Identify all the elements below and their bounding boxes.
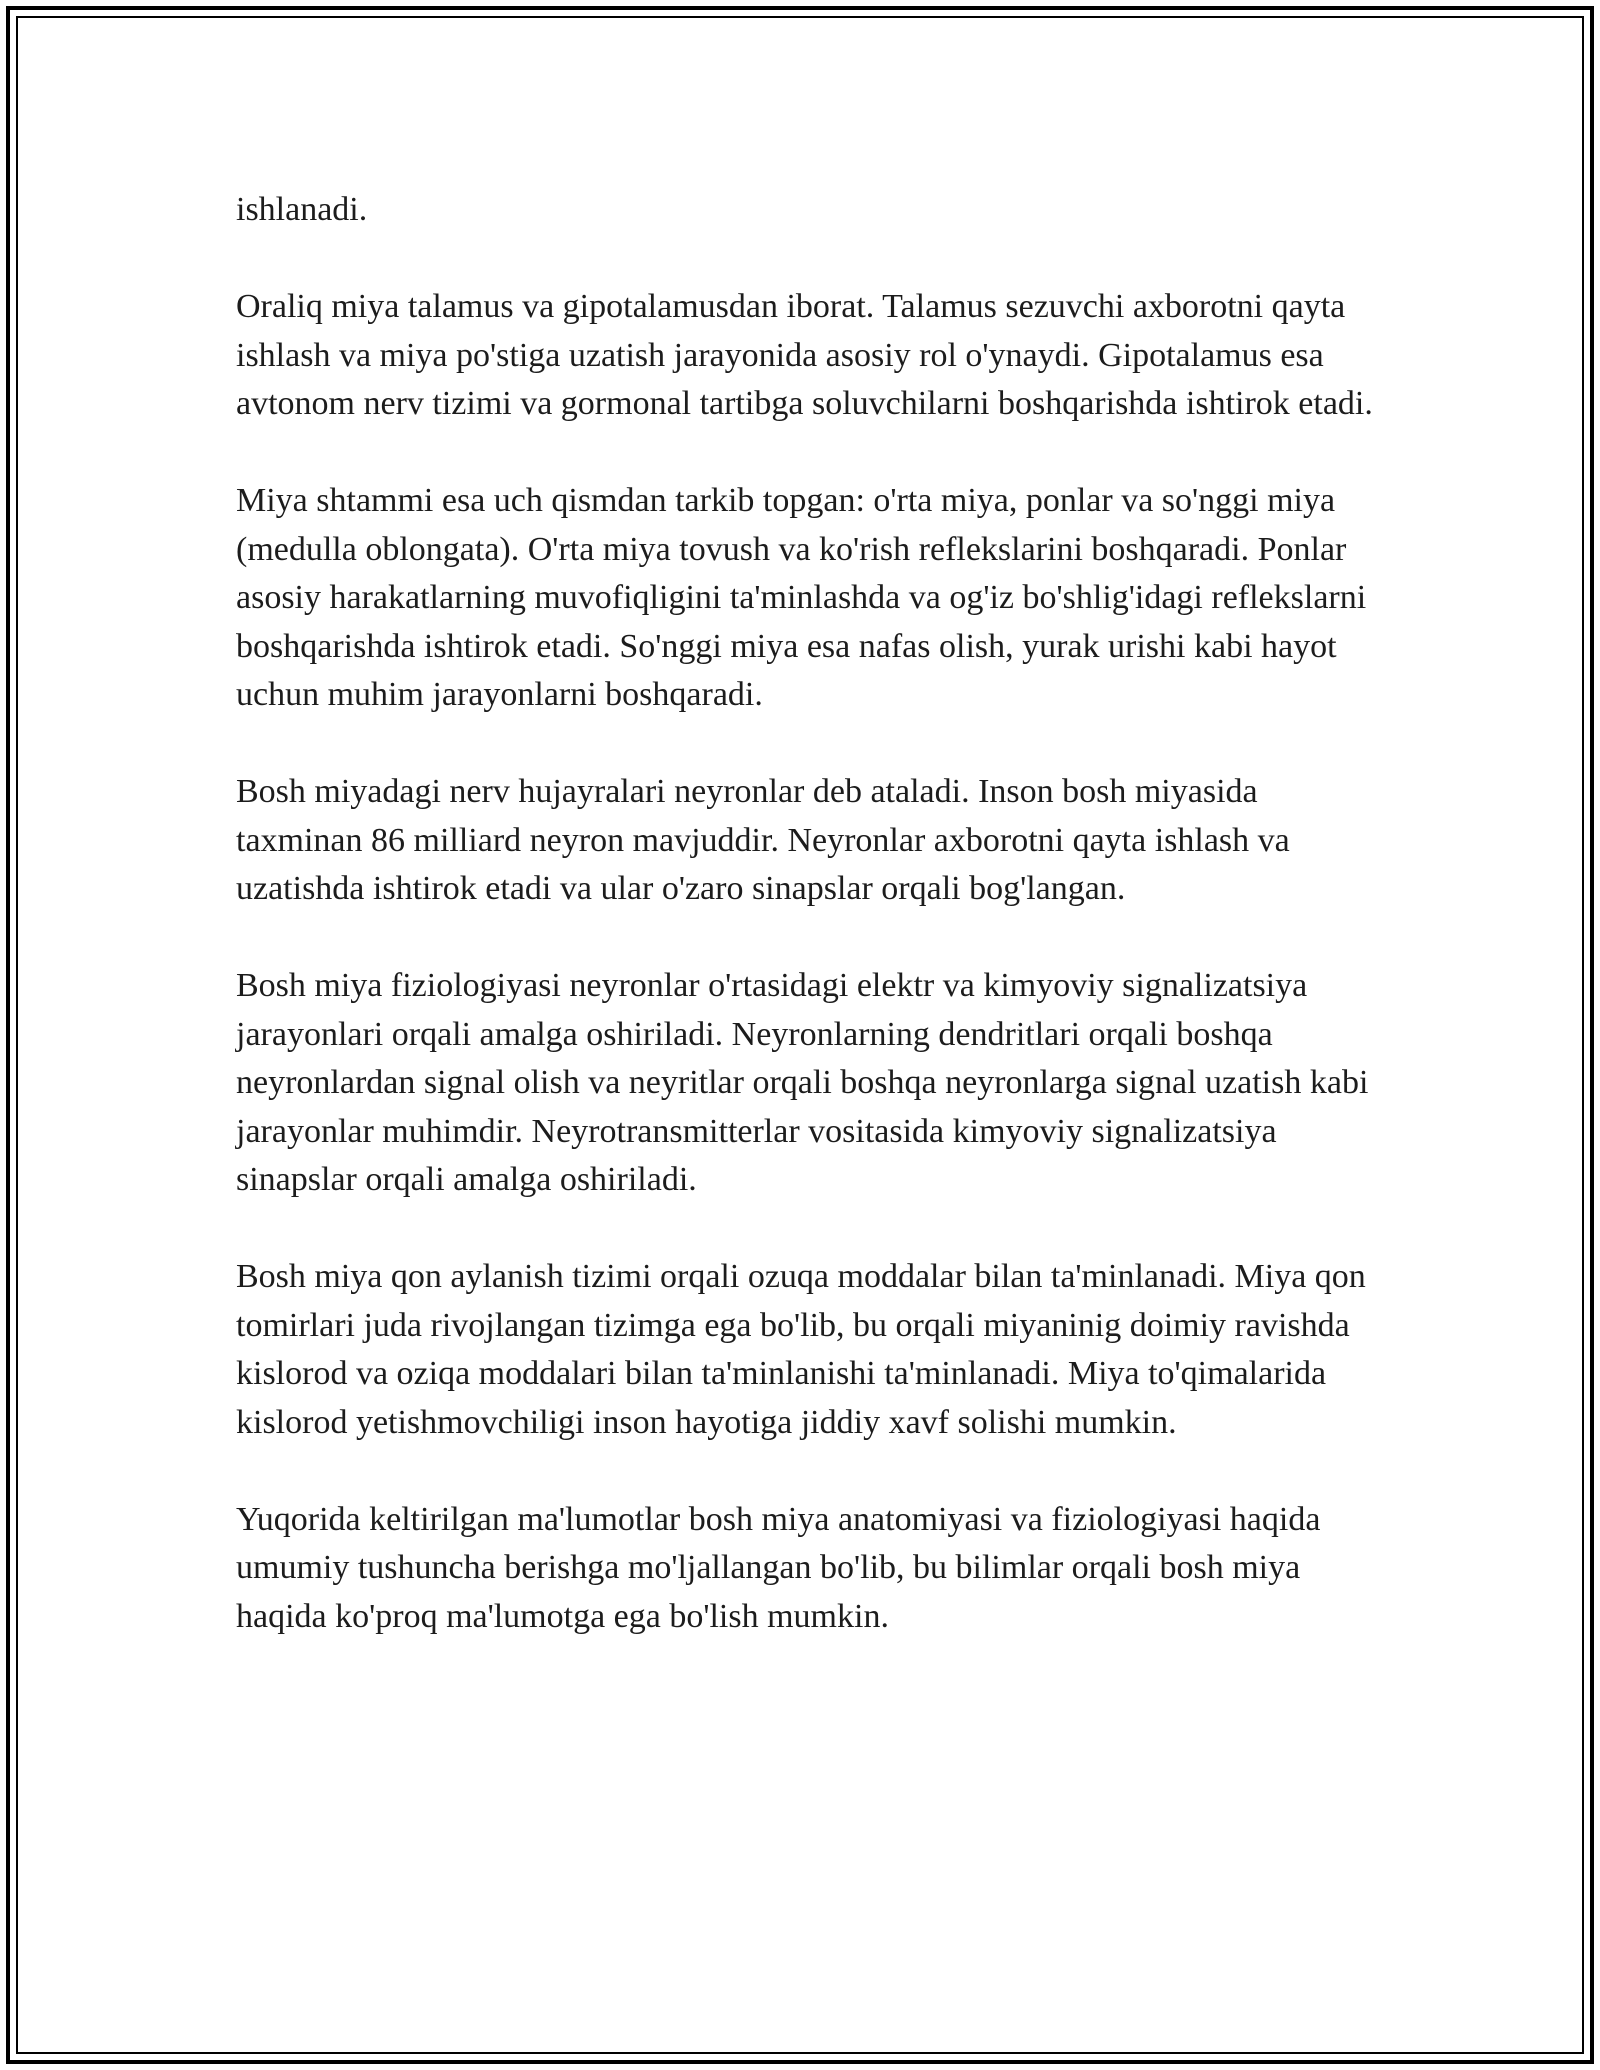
- paragraph-diencephalon: Oraliq miya talamus va gipotalamusdan iborat. Talamus sezuvchi axborotni qayta ishlash va miya po'stiga uzatish jarayonida asosiy rol o'ynaydi. Gipotalamus esa avtonom nerv tizimi va gormonal tartibga soluvchilarni boshqarishda ishtirok etadi.: [236, 288, 1373, 422]
- paragraph-brainstem: Miya shtammi esa uch qismdan tarkib topgan: o'rta miya, ponlar va so'nggi miya (medulla oblongata). O'rta miya tovush va ko'rish reflekslarini boshqaradi. Ponlar asosiy harakatlarning muvofiqligini ta'minlashda va og'iz bo'shlig'idagi reflekslarni boshqarishda ishtirok etadi. So'nggi miya esa nafas olish, yurak urishi kabi hayot uchun muhim jarayonlarni boshqaradi.: [236, 482, 1367, 713]
- paragraph-continuation: ishlanadi.: [236, 191, 368, 228]
- paragraph-neurons: Bosh miyadagi nerv hujayralari neyronlar deb ataladi. Inson bosh miyasida taxminan 86 milliard neyron mavjuddir. Neyronlar axborotni qayta ishlash va uzatishda ishtirok etadi va ular o'zaro sinapslar orqali bog'langan.: [236, 773, 1290, 907]
- document-body: [236, 186, 1386, 1690]
- paragraph-blood-supply: Bosh miya qon aylanish tizimi orqali ozuqa moddalar bilan ta'minlanadi. Miya qon tomirlari juda rivojlangan tizimga ega bo'lib, bu orqali miyaninig doimiy ravishda kislorod va oziqa moddalari bilan ta'minlanishi ta'minlanadi. Miya to'qimalarida kislorod yetishmovchiligi inson hayotiga jiddiy xavf solishi mumkin.: [236, 1258, 1366, 1441]
- paragraph-physiology: Bosh miya fiziologiyasi neyronlar o'rtasidagi elektr va kimyoviy signalizatsiya jarayonlari orqali amalga oshiriladi. Neyronlarning dendritlari orqali boshqa neyronlardan signal olish va neyritlar orqali boshqa neyronlarga signal uzatish kabi jarayonlar muhimdir. Neyrotransmitterlar vositasida kimyoviy signalizatsiya sinapslar orqali amalga oshiriladi.: [236, 967, 1369, 1198]
- paragraph-conclusion: Yuqorida keltirilgan ma'lumotlar bosh miya anatomiyasi va fiziologiyasi haqida umumiy tushuncha berishga mo'ljallangan bo'lib, bu bilimlar orqali bosh miya haqida ko'proq ma'lumotga ega bo'lish mumkin.: [236, 1500, 1321, 1635]
